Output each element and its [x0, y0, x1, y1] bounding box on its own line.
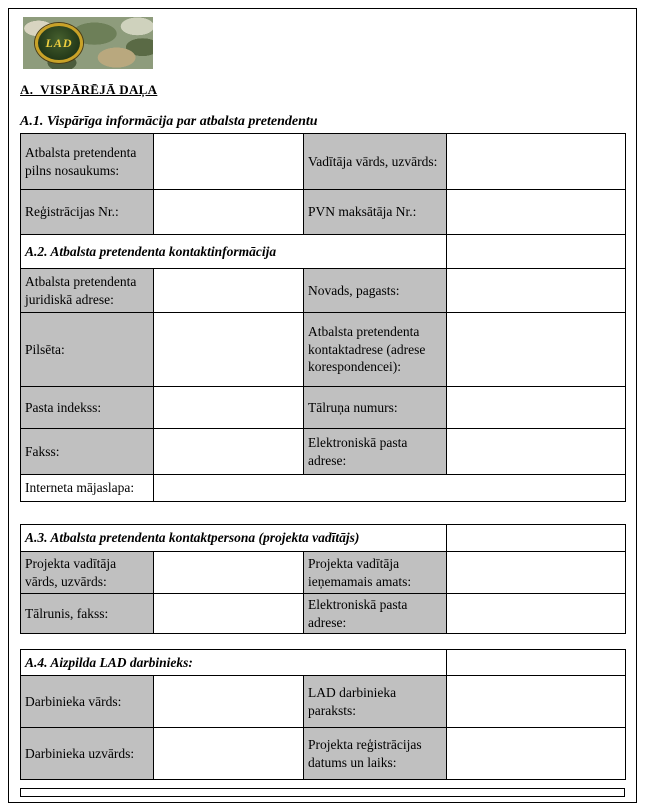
email-label: Elektroniskā pasta adrese:	[304, 429, 447, 475]
legal-address-label: Atbalsta pretendenta juridiskā adrese:	[21, 269, 154, 313]
table-lad-officer	[20, 649, 626, 780]
vat-number-label: PVN maksātāja Nr.:	[304, 190, 447, 235]
section-a1-title: A.1. Vispārīga informācija par atbalsta pretendentu	[20, 114, 318, 129]
table-row	[21, 475, 626, 502]
legal-address-value[interactable]	[154, 269, 304, 313]
section-a3-heading-spacer-cell	[447, 525, 626, 552]
contact-address-value[interactable]	[447, 313, 626, 387]
lad-logo	[23, 17, 153, 69]
pm-email-label: Elektroniskā pasta adrese:	[304, 594, 447, 634]
table-row	[21, 728, 626, 780]
table-row	[21, 235, 626, 269]
section-a2-heading-spacer-cell	[447, 235, 626, 269]
table-general-info	[20, 133, 626, 502]
table-row	[21, 525, 626, 552]
table-row	[21, 134, 626, 190]
table-contact-person	[20, 524, 626, 634]
fax-label: Fakss:	[21, 429, 154, 475]
city-value[interactable]	[154, 313, 304, 387]
project-manager-position-value[interactable]	[447, 552, 626, 594]
lad-logo-emblem-icon	[35, 23, 83, 63]
table-row	[21, 594, 626, 634]
phone-fax-value[interactable]	[154, 594, 304, 634]
project-manager-name-label: Projekta vadītāja vārds, uzvārds:	[21, 552, 154, 594]
section-a2-heading: A.2. Atbalsta pretendenta kontaktinformācija	[21, 235, 447, 269]
section-a4-heading: A.4. Aizpilda LAD darbinieks:	[21, 650, 447, 676]
footer-bar	[20, 788, 625, 797]
employee-last-name-label: Darbinieka uzvārds:	[21, 728, 154, 780]
postal-code-value[interactable]	[154, 387, 304, 429]
lad-logo-text: LAD	[45, 35, 73, 50]
table-row	[21, 676, 626, 728]
table-row	[21, 313, 626, 387]
table-row	[21, 387, 626, 429]
page-border-frame	[8, 8, 637, 803]
phone-fax-label: Tālrunis, fakss:	[21, 594, 154, 634]
website-label: Interneta mājaslapa:	[21, 475, 154, 502]
contact-address-label: Atbalsta pretendenta kontaktadrese (adrese korespondencei):	[304, 313, 447, 387]
project-manager-name-value[interactable]	[154, 552, 304, 594]
phone-number-label: Tālruņa numurs:	[304, 387, 447, 429]
city-label: Pilsēta:	[21, 313, 154, 387]
applicant-full-name-value[interactable]	[154, 134, 304, 190]
lad-signature-value[interactable]	[447, 676, 626, 728]
table-row	[21, 429, 626, 475]
district-parish-value[interactable]	[447, 269, 626, 313]
phone-number-value[interactable]	[447, 387, 626, 429]
applicant-full-name-label: Atbalsta pretendenta pilns nosaukums:	[21, 134, 154, 190]
section-a3-heading: A.3. Atbalsta pretendenta kontaktpersona (projekta vadītājs)	[21, 525, 447, 552]
district-parish-label: Novads, pagasts:	[304, 269, 447, 313]
manager-name-value[interactable]	[447, 134, 626, 190]
table-row	[21, 269, 626, 313]
registration-datetime-value[interactable]	[447, 728, 626, 780]
website-value[interactable]	[154, 475, 626, 502]
table-row	[21, 190, 626, 235]
fax-value[interactable]	[154, 429, 304, 475]
project-manager-position-label: Projekta vadītāja ieņemamais amats:	[304, 552, 447, 594]
employee-last-name-value[interactable]	[154, 728, 304, 780]
vat-number-value[interactable]	[447, 190, 626, 235]
postal-code-label: Pasta indekss:	[21, 387, 154, 429]
registration-datetime-label: Projekta reģistrācijas datums un laiks:	[304, 728, 447, 780]
email-value[interactable]	[447, 429, 626, 475]
section-a-title: A. VISPĀRĒJĀ DAĻA	[20, 82, 158, 97]
employee-first-name-label: Darbinieka vārds:	[21, 676, 154, 728]
manager-name-label: Vadītāja vārds, uzvārds:	[304, 134, 447, 190]
registration-number-value[interactable]	[154, 190, 304, 235]
registration-number-label: Reģistrācijas Nr.:	[21, 190, 154, 235]
table-row	[21, 552, 626, 594]
table-row	[21, 650, 626, 676]
section-a4-heading-spacer-cell	[447, 650, 626, 676]
employee-first-name-value[interactable]	[154, 676, 304, 728]
lad-signature-label: LAD darbinieka paraksts:	[304, 676, 447, 728]
pm-email-value[interactable]	[447, 594, 626, 634]
